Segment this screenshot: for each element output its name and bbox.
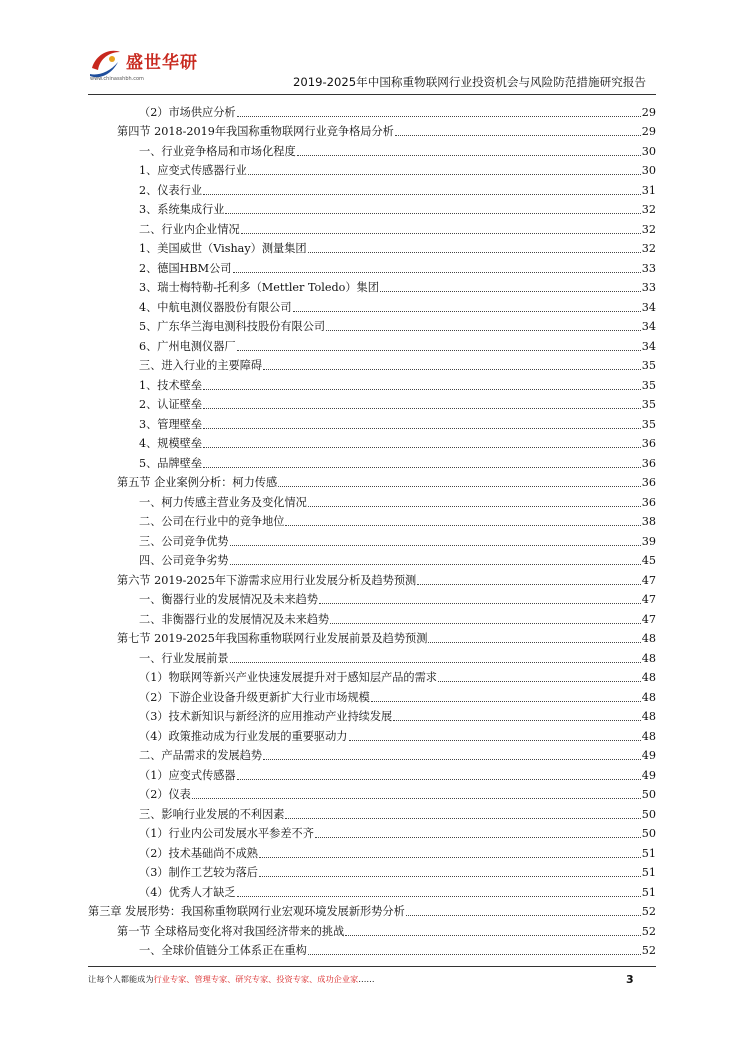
toc-entry-title: （4）优秀人才缺乏 xyxy=(139,885,236,899)
toc-entry-title: 2、认证壁垒 xyxy=(139,398,203,411)
toc-entry-title: 第六节 2019-2025年下游需求应用行业发展分析及趋势预测 xyxy=(117,573,417,587)
toc-entry-page: 36 xyxy=(641,437,656,450)
company-logo xyxy=(88,42,218,92)
toc-entry-title: 5、广东华兰海电测科技股份有限公司 xyxy=(139,320,326,333)
toc-entry-title: 一、柯力传感主营业务及变化情况 xyxy=(139,495,307,509)
toc-leader-dots xyxy=(241,232,641,234)
toc-entry[interactable] xyxy=(88,568,656,588)
toc-entry[interactable] xyxy=(88,471,656,491)
toc-entry-page: 29 xyxy=(641,105,656,119)
toc-entry-page: 48 xyxy=(641,690,656,704)
toc-entry-page: 52 xyxy=(641,944,656,957)
toc-leader-dots xyxy=(225,212,640,214)
toc-entry-title: 1、技术壁垒 xyxy=(139,378,203,392)
toc-leader-dots xyxy=(230,661,641,663)
logo-swoosh-icon xyxy=(88,46,122,80)
toc-entry-page: 50 xyxy=(641,788,656,801)
toc-leader-dots xyxy=(263,758,641,760)
toc-entry-page: 48 xyxy=(641,651,656,665)
toc-entry[interactable] xyxy=(88,295,656,315)
toc-leader-dots xyxy=(319,602,641,604)
toc-entry-title: 第四节 2018-2019年我国称重物联网行业竞争格局分析 xyxy=(117,125,394,138)
toc-leader-dots xyxy=(237,349,641,351)
toc-entry-page: 51 xyxy=(641,846,656,860)
toc-entry-page: 33 xyxy=(641,281,656,294)
toc-leader-dots xyxy=(308,953,641,955)
toc-leader-dots xyxy=(417,583,641,585)
toc-leader-dots xyxy=(230,563,641,565)
toc-entry-title: 4、规模壁垒 xyxy=(139,437,203,450)
footer-slogan xyxy=(88,974,375,985)
toc-entry-page: 34 xyxy=(641,320,656,333)
toc-leader-dots xyxy=(285,817,640,819)
toc-leader-dots xyxy=(233,271,641,273)
toc-entry-title: 第七节 2019-2025年我国称重物联网行业发展前景及趋势预测 xyxy=(117,632,428,645)
toc-entry[interactable] xyxy=(88,627,656,647)
toc-entry-title: 3、管理壁垒 xyxy=(139,417,203,431)
toc-leader-dots xyxy=(259,856,641,858)
toc-entry[interactable] xyxy=(88,685,656,705)
toc-leader-dots xyxy=(308,251,641,253)
toc-entry[interactable] xyxy=(88,841,656,861)
toc-leader-dots xyxy=(237,778,641,780)
toc-entry-page: 36 xyxy=(641,476,656,489)
logo-name: 盛世华研 xyxy=(126,53,198,73)
toc-entry[interactable] xyxy=(88,217,656,237)
toc-entry-page: 29 xyxy=(641,125,656,138)
toc-entry-title: 4、中航电测仪器股份有限公司 xyxy=(139,300,292,314)
toc-entry-page: 30 xyxy=(641,144,656,158)
toc-entry-page: 36 xyxy=(641,456,656,470)
table-of-contents xyxy=(88,100,656,958)
toc-entry-title: 一、全球价值链分工体系正在重构 xyxy=(139,944,307,957)
toc-leader-dots xyxy=(203,446,641,448)
toc-entry-title: 二、行业内企业情况 xyxy=(139,222,240,236)
toc-entry-title: （4）政策推动成为行业发展的重要驱动力 xyxy=(139,729,348,743)
toc-entry-page: 48 xyxy=(641,632,656,645)
toc-leader-dots xyxy=(406,914,641,916)
toc-entry[interactable] xyxy=(88,802,656,822)
header-divider xyxy=(88,94,656,95)
toc-entry[interactable] xyxy=(88,100,656,120)
toc-leader-dots xyxy=(203,466,641,468)
toc-entry[interactable] xyxy=(88,178,656,198)
toc-entry[interactable] xyxy=(88,724,656,744)
toc-entry-title: 三、影响行业发展的不利因素 xyxy=(139,807,285,821)
toc-leader-dots xyxy=(395,134,641,136)
toc-entry-title: 一、行业发展前景 xyxy=(139,651,229,665)
toc-entry-page: 47 xyxy=(641,573,656,587)
toc-entry-page: 52 xyxy=(641,905,656,918)
toc-leader-dots xyxy=(203,388,641,390)
toc-entry-page: 47 xyxy=(641,612,656,626)
toc-entry[interactable] xyxy=(88,529,656,549)
toc-entry-page: 35 xyxy=(641,398,656,411)
toc-entry[interactable] xyxy=(88,919,656,939)
toc-leader-dots xyxy=(371,700,641,702)
toc-entry-page: 36 xyxy=(641,495,656,509)
toc-entry-title: 一、衡器行业的发展情况及未来趋势 xyxy=(139,593,319,606)
slogan-suffix: …… xyxy=(358,974,375,984)
toc-leader-dots xyxy=(349,739,641,741)
toc-entry-page: 32 xyxy=(641,203,656,216)
toc-entry-title: 三、进入行业的主要障碍 xyxy=(139,359,263,372)
toc-entry[interactable] xyxy=(88,510,656,530)
toc-leader-dots xyxy=(380,290,641,292)
toc-entry-title: 1、美国威世（Vishay）测量集团 xyxy=(139,242,307,255)
toc-entry-title: 第五节 企业案例分析：柯力传感 xyxy=(117,476,278,489)
toc-entry-page: 39 xyxy=(641,534,656,548)
toc-entry-page: 51 xyxy=(641,866,656,879)
toc-entry[interactable] xyxy=(88,588,656,608)
toc-entry-page: 35 xyxy=(641,378,656,392)
toc-entry[interactable] xyxy=(88,744,656,764)
toc-leader-dots xyxy=(428,641,640,643)
report-title: 2019-2025年中国称重物联网行业投资机会与风险防范措施研究报告 xyxy=(292,75,646,89)
toc-entry-title: 三、公司竞争优势 xyxy=(139,534,229,548)
toc-entry[interactable] xyxy=(88,139,656,159)
toc-entry[interactable] xyxy=(88,783,656,803)
toc-entry[interactable] xyxy=(88,763,656,783)
toc-entry-page: 32 xyxy=(641,222,656,236)
toc-entry-title: 一、行业竞争格局和市场化程度 xyxy=(139,144,296,158)
toc-entry[interactable] xyxy=(88,880,656,900)
toc-entry-title: 2、德国HBM公司 xyxy=(139,261,232,275)
toc-leader-dots xyxy=(393,719,641,721)
toc-leader-dots xyxy=(285,524,640,526)
toc-entry-page: 48 xyxy=(641,729,656,743)
toc-entry[interactable] xyxy=(88,315,656,335)
toc-entry-title: 1、应变式传感器行业 xyxy=(139,164,247,177)
toc-entry-page: 50 xyxy=(641,807,656,821)
toc-entry-title: （2）仪表 xyxy=(139,788,191,801)
toc-leader-dots xyxy=(293,310,641,312)
toc-entry-title: 6、广州电测仪器厂 xyxy=(139,339,236,353)
toc-entry-title: 二、非衡器行业的发展情况及未来趋势 xyxy=(139,612,330,626)
toc-entry[interactable] xyxy=(88,373,656,393)
toc-entry[interactable] xyxy=(88,159,656,179)
toc-entry[interactable] xyxy=(88,490,656,510)
toc-leader-dots xyxy=(192,797,641,799)
toc-entry[interactable] xyxy=(88,412,656,432)
toc-entry[interactable] xyxy=(88,432,656,452)
toc-entry[interactable] xyxy=(88,549,656,569)
toc-entry[interactable] xyxy=(88,451,656,471)
toc-entry-page: 52 xyxy=(641,924,656,938)
toc-entry-title: 第一节 全球格局变化将对我国经济带来的挑战 xyxy=(117,924,345,938)
toc-entry[interactable] xyxy=(88,334,656,354)
toc-leader-dots xyxy=(203,407,641,409)
toc-entry[interactable] xyxy=(88,256,656,276)
toc-entry-title: （1）应变式传感器 xyxy=(139,768,236,782)
toc-leader-dots xyxy=(263,368,641,370)
page-number: 3 xyxy=(626,973,634,986)
toc-entry-title: 二、公司在行业中的竞争地位 xyxy=(139,515,285,528)
toc-entry-title: （2）市场供应分析 xyxy=(139,105,236,119)
toc-entry[interactable] xyxy=(88,705,656,725)
toc-entry-title: 二、产品需求的发展趋势 xyxy=(139,749,263,762)
toc-entry-page: 51 xyxy=(641,885,656,899)
toc-entry[interactable] xyxy=(88,237,656,257)
toc-leader-dots xyxy=(326,329,641,331)
toc-leader-dots xyxy=(248,173,641,175)
toc-entry-title: 3、系统集成行业 xyxy=(139,203,225,216)
toc-entry-page: 45 xyxy=(641,554,656,567)
toc-entry-page: 32 xyxy=(641,242,656,255)
toc-entry[interactable] xyxy=(88,607,656,627)
toc-leader-dots xyxy=(203,193,641,195)
toc-entry[interactable] xyxy=(88,276,656,296)
toc-entry-title: （1）行业内公司发展水平参差不齐 xyxy=(139,827,314,840)
toc-leader-dots xyxy=(278,485,641,487)
toc-entry-page: 34 xyxy=(641,300,656,314)
toc-entry-title: 第三章 发展形势：我国称重物联网行业宏观环境发展新形势分析 xyxy=(88,905,405,918)
slogan-highlight: 行业专家、管理专家、研究专家、投资专家、成功企业家 xyxy=(153,974,359,984)
toc-entry[interactable] xyxy=(88,120,656,140)
toc-entry-title: 5、品牌壁垒 xyxy=(139,456,203,470)
toc-leader-dots xyxy=(259,875,641,877)
toc-leader-dots xyxy=(308,505,641,507)
toc-leader-dots xyxy=(203,427,641,429)
toc-entry-title: （3）技术新知识与新经济的应用推动产业持续发展 xyxy=(139,710,393,723)
toc-entry-page: 49 xyxy=(641,749,656,762)
toc-leader-dots xyxy=(330,622,641,624)
toc-leader-dots xyxy=(237,895,641,897)
toc-entry-title: 3、瑞士梅特勒-托利多（Mettler Toledo）集团 xyxy=(139,281,379,294)
logo-url: www.chinasshbh.com xyxy=(90,76,144,82)
toc-entry-page: 34 xyxy=(641,339,656,353)
toc-entry-page: 48 xyxy=(641,710,656,723)
toc-leader-dots xyxy=(315,836,641,838)
toc-entry[interactable] xyxy=(88,646,656,666)
toc-entry[interactable] xyxy=(88,198,656,218)
toc-entry[interactable] xyxy=(88,354,656,374)
toc-entry-title: （3）制作工艺较为落后 xyxy=(139,866,258,879)
toc-leader-dots xyxy=(345,934,640,936)
footer-divider xyxy=(88,966,656,967)
toc-entry-title: （2）下游企业设备升级更新扩大行业市场规模 xyxy=(139,690,370,704)
toc-entry-page: 30 xyxy=(641,164,656,177)
toc-entry[interactable] xyxy=(88,822,656,842)
toc-entry-page: 31 xyxy=(641,183,656,197)
toc-leader-dots xyxy=(438,680,641,682)
toc-entry[interactable] xyxy=(88,666,656,686)
page-header xyxy=(0,0,744,100)
toc-entry-title: （1）物联网等新兴产业快速发展提升对于感知层产品的需求 xyxy=(139,671,437,684)
toc-entry-page: 49 xyxy=(641,768,656,782)
toc-entry[interactable] xyxy=(88,861,656,881)
toc-entry-title: （2）技术基础尚不成熟 xyxy=(139,846,258,860)
toc-entry-page: 38 xyxy=(641,515,656,528)
toc-entry-page: 33 xyxy=(641,261,656,275)
toc-entry-page: 35 xyxy=(641,359,656,372)
toc-entry-page: 47 xyxy=(641,593,656,606)
toc-leader-dots xyxy=(230,544,641,546)
toc-entry[interactable] xyxy=(88,900,656,920)
toc-entry-page: 50 xyxy=(641,827,656,840)
toc-entry[interactable] xyxy=(88,939,656,959)
toc-entry-page: 35 xyxy=(641,417,656,431)
toc-entry[interactable] xyxy=(88,393,656,413)
toc-entry-title: 2、仪表行业 xyxy=(139,183,203,197)
toc-entry-title: 四、公司竞争劣势 xyxy=(139,554,229,567)
slogan-prefix: 让每个人都能成为 xyxy=(88,974,154,984)
toc-leader-dots xyxy=(237,115,641,117)
toc-entry-page: 48 xyxy=(641,671,656,684)
toc-leader-dots xyxy=(297,154,641,156)
